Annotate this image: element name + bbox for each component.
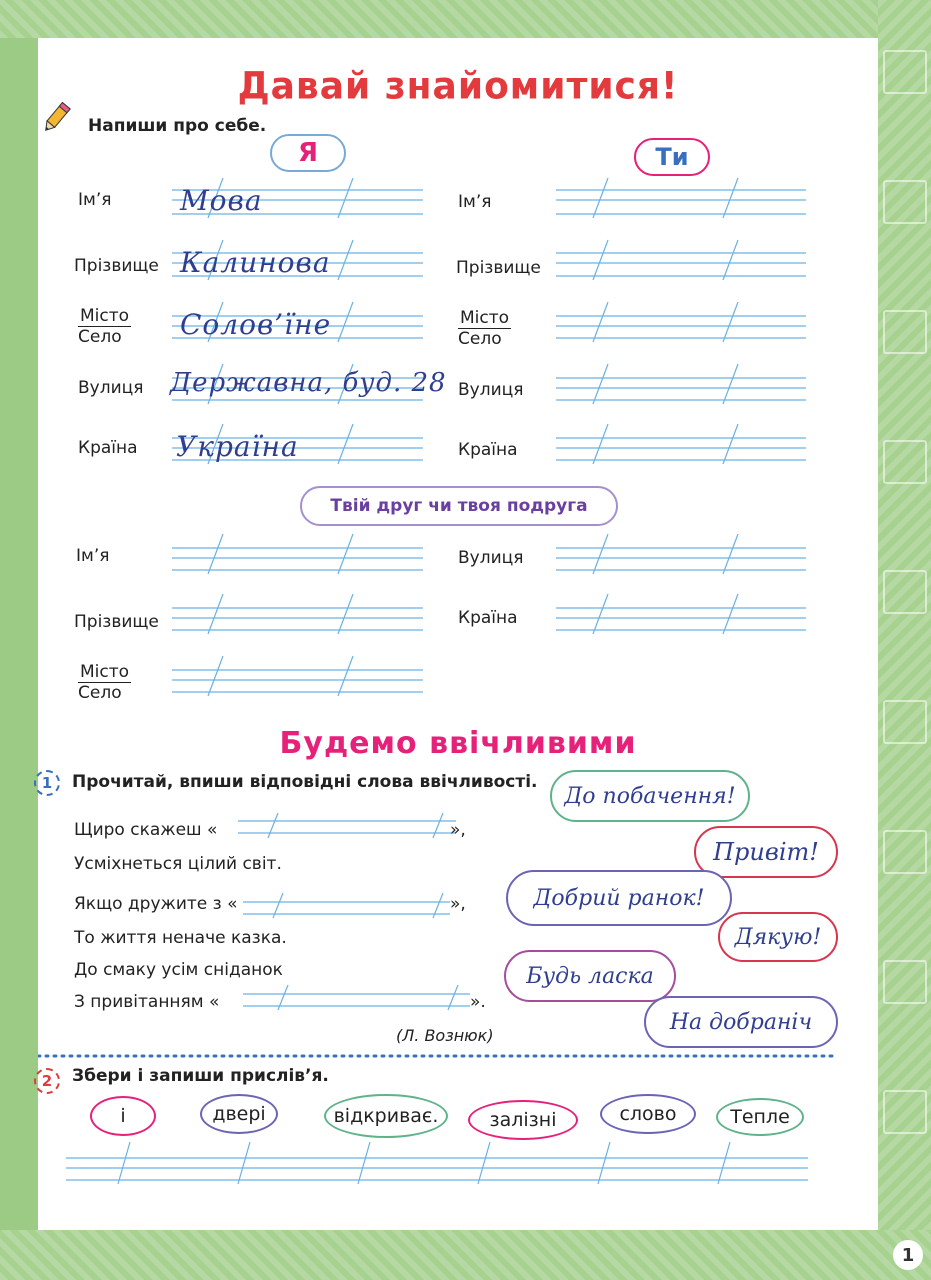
label-name-you: Ім’я [458,192,492,212]
cloud-please-text: Будь ласка [526,963,654,989]
cloud-hello-text: Привіт! [713,838,819,866]
word-oval-i[interactable]: і [90,1096,156,1136]
cloud-please [504,950,676,1002]
word-oval-zalizni[interactable]: залізні [468,1100,578,1140]
label-city-top: Місто [80,662,130,682]
friend-cloud [300,486,618,526]
label-city-friend [78,662,131,703]
label-surname-me: Прізвище [74,256,159,276]
label-village-bottom: Село [458,329,502,349]
section-title-polite: Будемо ввічливими [279,726,637,761]
task1-number: 1 [34,770,60,796]
label-country-you: Країна [458,440,518,460]
word-oval-teple[interactable]: Тепле [716,1098,804,1136]
page-border-right [878,0,931,1280]
task-write-about-yourself: Напиши про себе. [88,116,267,136]
palette-icon [883,960,927,1004]
label-city-top: Місто [80,306,130,326]
poem-line-5: До смаку усім сніданок [74,960,283,980]
poem-line-6-end: ». [470,992,486,1012]
cloud-goodbye [550,770,750,822]
word-oval-vidkryvaie[interactable]: відкриває. [324,1094,448,1138]
answer-street: Державна, буд. 28 [170,368,447,398]
label-village-bottom: Село [78,327,122,347]
answer-surname: Калинова [180,246,331,279]
page-border-top [0,0,931,38]
label-city-you [458,308,511,349]
poem-line-6: З привітанням « [74,992,220,1012]
cloud-good-night-text: На добраніч [669,1009,813,1035]
label-street-friend: Вулиця [458,548,524,568]
page-title: Давай знайомитися! [237,64,679,109]
label-street-me: Вулиця [78,378,144,398]
page-number: 1 [893,1240,923,1270]
task1-text: Прочитай, впиши відповідні слова ввічливості. [72,772,538,792]
label-name-me: Ім’я [78,190,112,210]
cloud-thank-you [718,912,838,962]
cloud-hello [694,826,838,878]
me-label: Я [297,138,319,168]
poem-line-1-end: », [450,820,466,840]
ruler-icon [883,830,927,874]
poem-line-3-end: », [450,894,466,914]
answer-city: Солов’їне [180,308,332,341]
answer-country: Україна [176,430,299,463]
writing-lines [38,38,878,1230]
cloud-good-night [644,996,838,1048]
leaf-icon [883,1090,927,1134]
clock-icon [883,50,927,94]
poem-line-1-prefix: Щиро скажеш « [74,820,218,840]
task2-text: Збери і запиши прислів’я. [72,1066,329,1086]
page-border-bottom [0,1230,931,1280]
poem-line-1 [74,820,217,840]
label-city-me [78,306,131,347]
task2-number: 2 [34,1068,60,1094]
cloud-goodbye-text: До побачення! [564,783,736,809]
math-signs-icon [883,570,927,614]
cloud-good-morning-text: Добрий ранок! [533,885,705,911]
globe-icon [883,310,927,354]
worksheet [38,38,878,1230]
label-country-friend: Країна [458,608,518,628]
word-oval-slovo[interactable]: слово [600,1094,696,1134]
book-icon [883,700,927,744]
poem-line-2: Усміхнеться цілий світ. [74,854,282,874]
label-city-top: Місто [460,308,510,328]
label-surname-you: Прізвище [456,258,541,278]
label-surname-friend: Прізвище [74,612,159,632]
apple-icon [883,180,927,224]
label-street-you: Вулиця [458,380,524,400]
label-name-friend: Ім’я [76,546,110,566]
cloud-good-morning [506,870,732,926]
poem-line-3: Якщо дружите з « [74,894,238,914]
poem-line-4: То життя неначе казка. [74,928,287,948]
word-oval-dveri[interactable]: двері [200,1094,278,1134]
answer-name: Мова [180,184,263,217]
you-label: Ти [655,143,689,171]
poem-author: (Л. Вознюк) [396,1026,494,1045]
cloud-thank-you-text: Дякую! [734,924,822,950]
label-village-bottom: Село [78,683,122,703]
lightbulb-icon [883,440,927,484]
label-country-me: Країна [78,438,138,458]
friend-label: Твій друг чи твоя подруга [330,496,588,516]
